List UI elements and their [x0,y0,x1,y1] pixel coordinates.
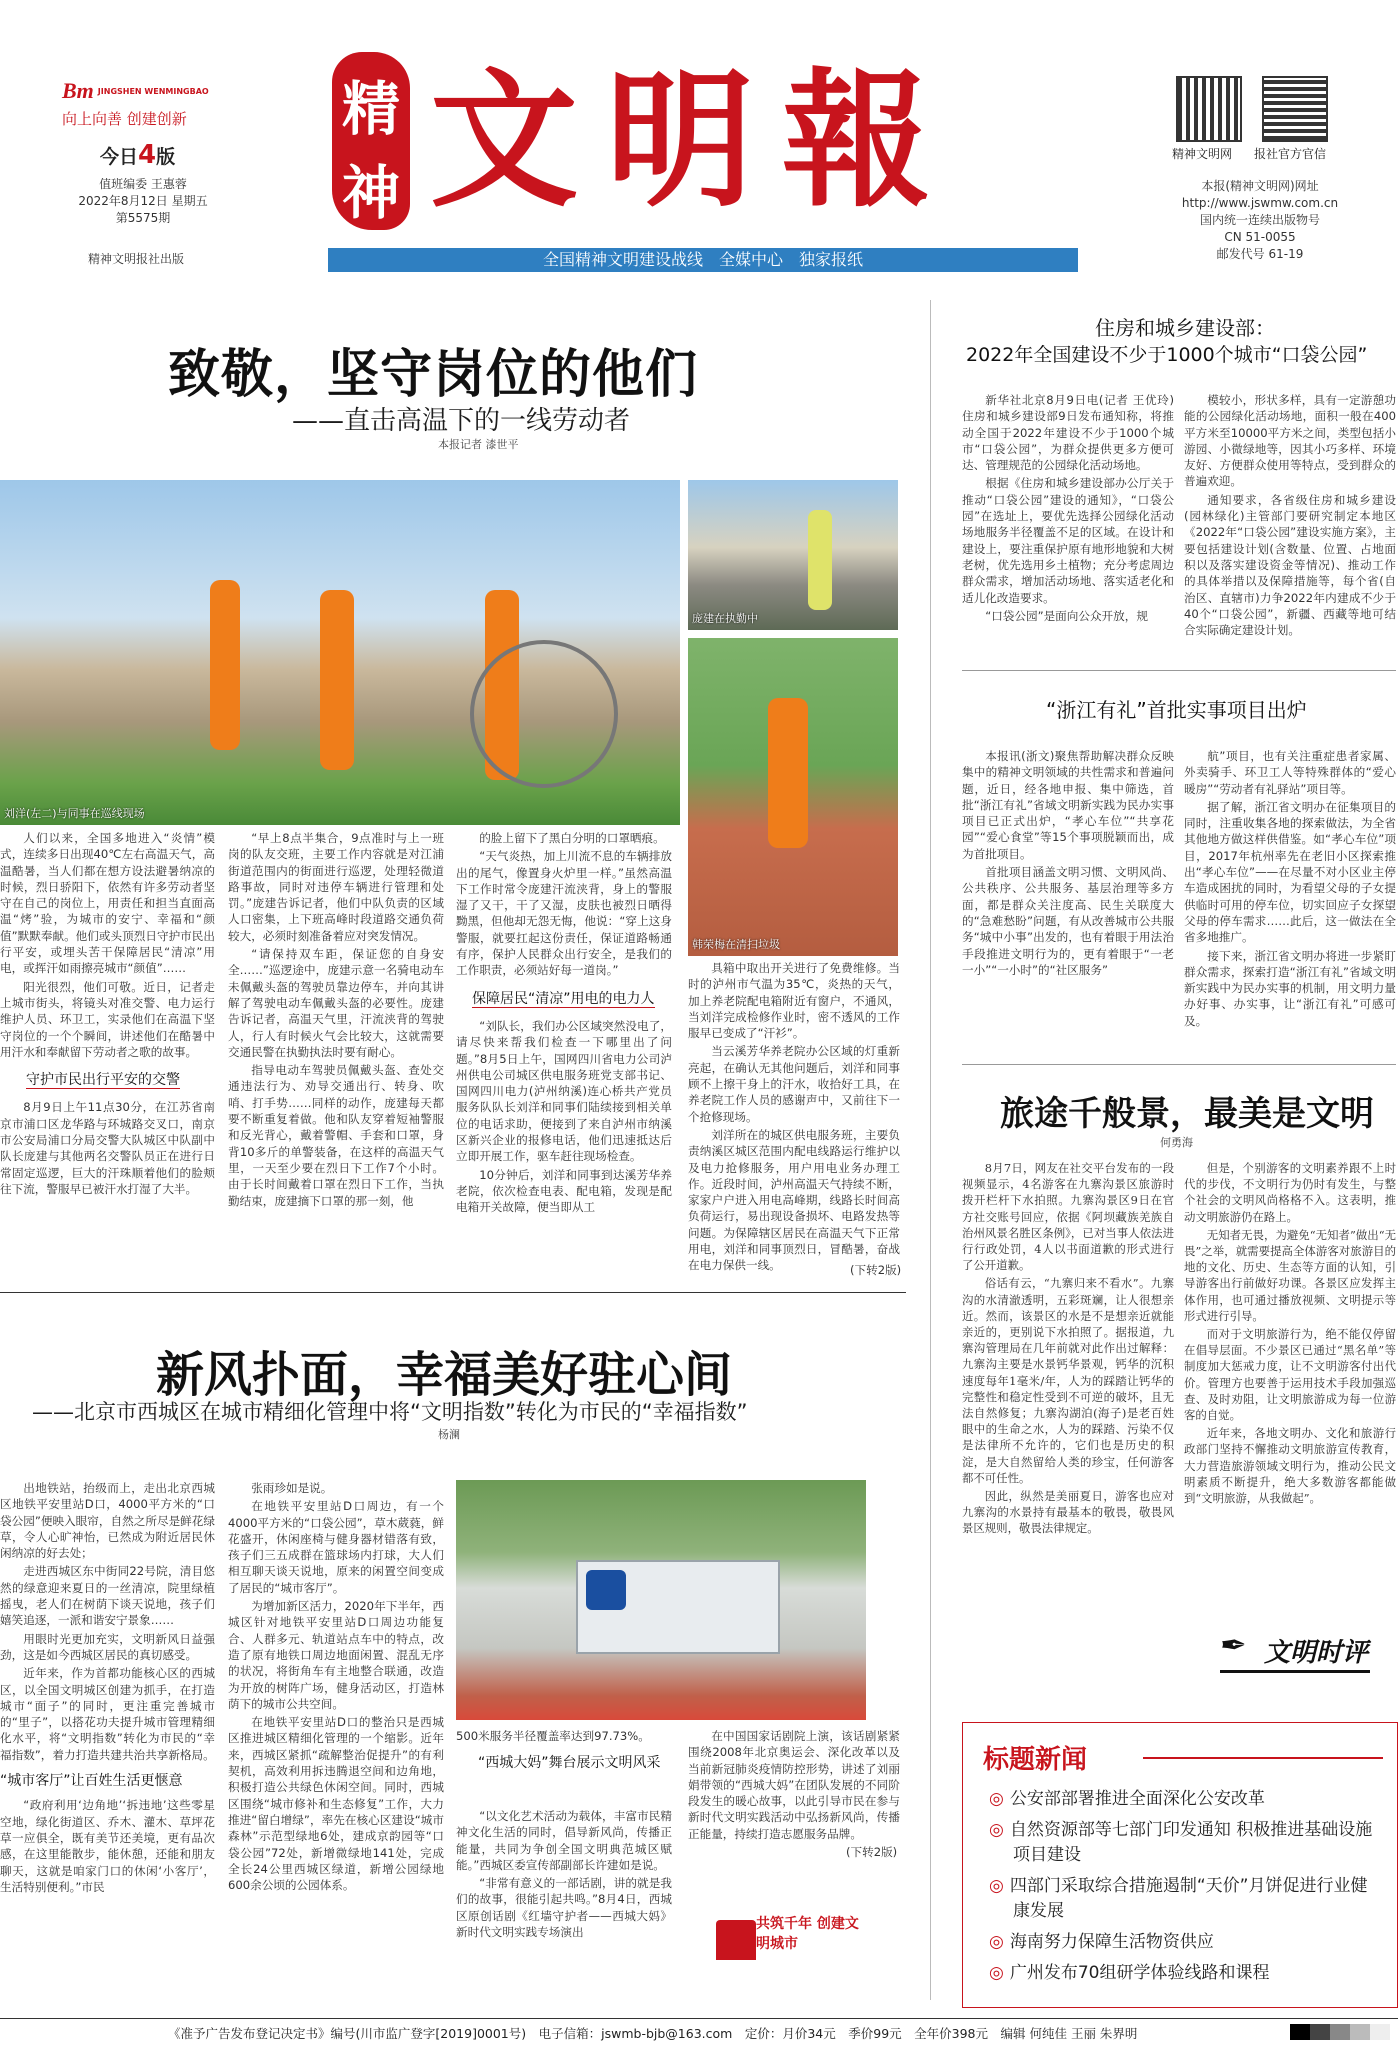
photo-traffic-police [688,480,898,630]
divider-2 [962,670,1396,671]
publisher: 精神文明报社出版 [88,252,185,266]
headline-article1: 致敬，坚守岗位的他们 [168,345,699,405]
bullet-icon: ◎ [989,1789,1004,1809]
article5-col3: 在中国国家话剧院上演，该话剧紧紧围绕2008年北京奥运会、深化改革以及当前新冠肺炎疫情防控形势，讲述了刘丽娟带领的“西城大妈”在团队发展的不同阶段发生的暖心故事，以此引导市民在参与新时代文明实践活动中弘扬新风尚，传播正能量，持续打造志愿服务品牌。 [688,1729,900,1841]
briefs-box [962,1722,1398,2008]
article5-col1: 出地铁站，抬级而上，走出北京西城区地铁平安里站D口，4000平方米的“口袋公园”便映入眼帘，自然之所尽是鲜花绿草，令人心旷神怡，已然成为附近居民休闲纳凉的好去处； 走进西城区东中街同22号院，清目悠然的绿意迎来夏日的一丝清凉，院里绿植摇曳，老人们在树荫下谈天说地，孩子们嬉笑追逐，一派和谐安宁景象…… 用眼时光更加充实，文明新风日益强劲，这是如今西城区居民的真切感受。 近年来，作为首都功能核心区的西城区，以全国文明城区创建为抓手，在打造城市“面子”的同时，更注重完善城市的“里子”，以搭花功夫提升城市管理精细化水平，将“文明指数”转化为市民的“幸福指数”，着力打造共建共治共享新格局。 “城市客厅”让百姓生活更惬意 “政府利用‘边角地’‘拆违地’这些零星空地，绿化街道区、乔木、灌木、草坪花草一应俱全，既有美节还美境，更有品次感，在这里能散步，能休憩，还能和朋友聊天，这就是咱家门口的休闲‘小客厅’，生活特别便利。”市民 [0,1481,215,1894]
qr2-label: 报社官方官信 [1254,147,1327,161]
headline-article2: 住房和城乡建设部： [1095,316,1275,340]
photo3-caption: 韩荣梅在清扫垃圾 [692,938,780,951]
footer-text: 《准予广告发布登记决定书》编号(川市监广登字[2019]0001号) 电子信箱：jswmb-bjb@163.com 定价：月价34元 季价99元 全年价398元 编辑 何纯佳 王丽 朱界明 [168,2026,1138,2041]
slogan: 向上向善 创建创新 [62,110,187,128]
subhead-power-workers: 保障居民“清凉”用电的电力人 [472,990,655,1007]
bullet-icon: ◎ [989,1820,1004,1840]
qr-code-1 [1176,76,1242,142]
today-pages: 今日4版 [100,140,176,170]
photo-linemen [0,480,680,825]
article1-continued: (下转2版) [846,1262,901,1278]
subhead-city-living-room: “城市客厅”让百姓生活更惬意 [0,1773,183,1790]
subhead-traffic-police: 守护市民出行平安的交警 [26,1072,180,1089]
qr1-label: 精神文明网 [1172,147,1233,161]
subhead-xicheng-dama: “西城大妈”舞台展示文明风采 [478,1755,661,1771]
title-wenmingbao: 文 明 報 [430,53,930,227]
headline-article4: 旅途千般景，最美是文明 [1000,1094,1374,1134]
brief-item[interactable]: ◎ 海南努力保障生活物资供应 [989,1932,1214,1952]
article1-col2: “早上8点半集合，9点准时与上一班岗的队友交班，主要工作内容就是对江浦街道范围内的街面进行巡逻，处理轻微道路事故，同时对违停车辆进行管理和处罚。”庞建告诉记者，他们中队负责的区域人口密集，上下班高峰时段道路交通负荷较大，必须时刻准备着应对突发情况。 “请保持双车距，保证您的自身安全……”巡逻途中，庞建示意一名骑电动车未佩戴头盔的驾驶员靠边停车，并向其讲解了驾驶电动车佩戴头盔的必要性。庞建告诉记者，高温天气里，汗流浃背的驾驶人，行人有时候火气会比较大，这就需要交通民警在执勤执法时要有耐心。 指导电动车驾驶员佩戴头盔、查处交通违法行为、劝导交通出行、转身、吹哨、打手势……同样的动作，庞建每天都要不断重复着做。他和队友穿着短袖警服和反光背心，戴着警帽、手套和口罩，身背10多斤的单警装备，在这样的高温天气里，一天至少要在烈日下工作7个小时。由于长时间戴着口罩在烈日下工作，当执勤结束，庞建摘下口罩的那一刻，他 [228,831,444,1208]
brief-item[interactable]: ◎ 四部门采取综合措施遏制“天价”月饼促进行业健康发展 [989,1876,1368,1921]
masthead [0,0,1398,280]
briefs-header: 标题新闻 [983,1745,1088,1775]
byline-article5: 杨澜 [438,1428,460,1441]
article5-col2: 张雨珍如是说。 在地铁平安里站D口周边，有一个4000平方米的“口袋公园”，草木葳蕤，鲜花盛开，休闲座椅与健身器材错落有致，孩子们三五成群在篮球场内打球，大人们相互聊天谈天说地，原来的闲置空间变成了居民的“城市客厅”。 为增加新区活力，2020年下半年，西城区针对地铁平安里站D口周边功能复合、人群多元、轨道站点车中的特点，改造了原有地铁口周边地面闲置、混乱无序的状况，将街角车有主地整合联通，改造为开放的树阵广场，健身活动区，打造林荫下的城市公共空间。 在地铁平安里站D口的整治只是西城区推进城区精细化管理的一个缩影。近年来，西城区紧抓“疏解整治促提升”的有利契机，高效利用拆违腾退空间和边角地，积极打造公共绿色休闲空间。同时，西城区围绕“城市修补和生态修复”工作，大力推进“留白增绿”，率先在核心区建设“城市森林”示范型绿地6处，建成京韵园等“口袋公园”72处，新增微绿地141处，完成全长24公里西城区绿道，新增公园绿地600余公顷的公园体系。 [228,1481,444,1893]
color-registration-bar [1290,2024,1390,2040]
photo-caption-park: 500米服务半径覆盖率达到97.73%。 [456,1729,650,1743]
wenming-shiping-logo: ✒ 文明时评 [1220,1620,1370,1673]
brief-item[interactable]: ◎ 自然资源部等七部门印发通知 积极推进基础设施项目建设 [989,1820,1373,1865]
article2-col1: 新华社北京8月9日电(记者 王优玲)住房和城乡建设部9日发布通知称，将推动全国于2022年建设不少于1000个城市“口袋公园”，为群众提供更多方便可达、管理规范的公园绿化活动场地。 根据《住房和城乡建设部办公厅关于推动“口袋公园”建设的通知》，“口袋公园”在选址上，要优先选择公园绿化活动场地服务半径覆盖不足的区域。在设计和建设上，要注重保护原有地形地貌和大树老树，优先选用乡土植物；充分考虑周边群众需求，增加活动场地、落实适老化和适儿化改造要求。 “口袋公园”是面向公众开放，规 [962,393,1174,623]
subheadline-article5: ——北京市西城区在城市精细化管理中将“文明指数”转化为市民的“幸福指数” [32,1400,748,1424]
footer-rule [0,2018,1398,2019]
headline-article2-line2: 2022年全国建设不少于1000个城市“口袋公园” [966,344,1368,366]
title-seal: 精 神 [332,52,410,230]
bullet-icon: ◎ [989,1876,1004,1896]
bullet-icon: ◎ [989,1963,1004,1983]
article4-col1: 8月7日，网友在社交平台发布的一段视频显示，4名游客在九寨沟景区旅游时拨开栏杆下水拍照。九寨沟景区9日在官方社交账号回应，依据《阿坝藏族羌族自治州风景名胜区条例》，已对当事人依法进行行政处罚，4人以书面道歉的形式进行了公开道歉。 俗话有云，“九寨归来不看水”。九寨沟的水清澈透明，五彩斑斓，让人很想亲近。然而，该景区的水是不是想亲近就能亲近的，更别说下水拍照了。据报道，九寨沟管理局在几年前就对此作出过解释：九寨沟主要是水景钙华景观，钙华的沉积速度每年1毫米/年，人为的踩踏让钙华的完整性和稳定性受到不可逆的破坏，且无法自然修复；九寨沟湖泊(海子)是老百姓眼中的生命之水，人为的踩踏、污染不仅是法律所不允许的，它们也是历史的积淀，是大自然留给人类的珍宝，任何游客都不可任性。 因此，纵然是美丽夏日，游客也应对九寨沟的水景持有最基本的敬畏，敬畏风景区规则，敬畏法律规定。 [962,1161,1174,1536]
headline-article5: 新风扑面，幸福美好驻心间 [156,1347,733,1403]
bullet-icon: ◎ [989,1932,1004,1952]
divider-3 [962,1064,1396,1065]
article5-col3b: “以文化艺术活动为载体，丰富市民精神文化生活的同时，倡导新风尚，传播正能量，共同为争创全国文明典范城区赋能。”西城区委宣传部副部长许建如是说。 “非常有意义的一部话剧，讲的就是我们的故事，很能引起共鸣。”8月4日，西城区原创话剧《红墙守护者——西城大妈》新时代文明实践专场演出 [456,1809,672,1940]
article4-col2: 但是，个别游客的文明素养跟不上时代的步伐，不文明行为仍时有发生，与整个社会的文明风尚格格不入。这表明，推动文明旅游仍在路上。 无知者无畏，为避免“无知者”做出“无畏”之举，就需要提高全体游客对旅游目的地的文化、历史、生态等方面的认知，引导游客出行前做好功课。各景区应发挥主体作用，也可通过播放视频、文明提示等形式进行引导。 而对于文明旅游行为，绝不能仅停留在倡导层面。不少景区已通过“黑名单”等制度加大惩戒力度，让不文明游客付出代价。管理方也要善于运用技术手段加强巡查、及时劝阻，让文明旅游成为每一位游客的自觉。 近年来，各地文明办、文化和旅游行政部门坚持不懈推动文明旅游宣传教育，大力营造旅游领域文明行为，推动公民文明素质不断提升，绝大多数游客都能做到“文明旅游，从我做起”。 [1184,1161,1396,1506]
briefs-header-rule [1143,1757,1383,1759]
divider-1 [0,1292,906,1293]
article2-col2: 模较小，形状多样，具有一定游憩功能的公园绿化活动场地，面积一般在400平方米至10000平方米之间，类型包括小游园、小微绿地等，因其小巧多样、环境友好、方便群众使用等特点，受到群众的普遍欢迎。 通知要求，各省级住房和城乡建设(园林绿化)主管部门要研究制定本地区《2022年“口袋公园”建设实施方案》，主要包括建设计划(含数量、位置、占地面积以及落实建设资金等情况)、推动工作的具体举措以及保障措施等，每个省(自治区、直辖市)力争2022年内建成不少于40个“口袋公园”，新疆、西藏等地可结合实际确定建设计划。 [1184,393,1396,638]
article1-col4: 具箱中取出开关进行了免费维修。当时的泸州市气温为35℃，炎热的天气，加上养老院配电箱附近有窗户，不通风，当刘洋完成检修作业时，密不透风的工作服早已变成了“汗衫”。 当云溪芳华养老院办公区域的灯重新亮起，在确认无其他问题后，刘洋和同事顾不上擦干身上的汗水，收拾好工具，在养老院工作人员的感谢声中，又前往下一个抢修现场。 刘洋所在的城区供电服务班，主要负责纳溪区城区范围内配电线路运行维护以及电力抢修服务，用户用电业务办理工作。近段时间，泸州高温天气持续不断，家家户户进入用电高峰期，线路长时间高负荷运行，易出现设备损坏、电路发热等问题。为保障辖区居民在高温天气下正常用电，刘洋和同事顶烈日，冒酷暑，奋战在电力保供一线。 [688,961,900,1273]
issue-info: 值班编委 王惠蓉 2022年8月12日 星期五 第5575期 [78,177,208,225]
brand-mark-icon: Bm [62,78,94,103]
brand-en: JINGSHEN WENMINGBAO [97,86,209,96]
masthead-contact: 本报(精神文明网)网址 http://www.jswmw.com.cn 国内统一连续出版物号 CN 51-0055 邮发代号 61-19 [1181,179,1339,261]
article3-col1: 本报讯(浙文)聚焦帮助解决群众反映集中的精神文明领域的共性需求和普遍问题，近日，经各地申报、集中筛选，首批“浙江有礼”省域文明新实践为民办实事项目已正式出炉，“孝心车位”“共享花园”“爱心食堂”等15个事项脱颖而出，成为首批项目。 首批项目涵盖文明习惯、文明风尚、公共秩序、公共服务、基层治理等多方面，都是群众关注度高、民生关联度大的“急难愁盼”问题，有从改善城市公共服务“城中小事”出发的，也有着眼于用法治手段推进文明行为的，更有着眼于“一老一小”“一小时”的“社区服务” [962,749,1174,977]
article3-col2: 航”项目，也有关注重症患者家属、外卖骑手、环卫工人等特殊群体的“爱心暖房”“劳动者有礼驿站”项目等。 据了解，浙江省文明办在征集项目的同时，注重收集各地的探索做法，为全省其他地方做这样供借鉴。如“孝心车位”项目，2017年杭州率先在老旧小区探索推出“孝心车位”——在尽量不对小区业主停车造成困扰的同时，为看望父母的子女提供临时可用的停车位，切实回应子女探望父母的停车需求……此后，这一做法在全省多地推广。 接下来，浙江省文明办将进一步紧盯群众需求，探索打造“浙江有礼”省域文明新实践中为民办实事的机制，用文明力量办好事、办实事，让“浙江有礼”可感可及。 [1184,749,1396,1028]
brief-item[interactable]: ◎ 广州发布70组研学体验线路和课程 [989,1963,1270,1983]
qr-code-2 [1262,76,1328,142]
brand-logo [62,78,222,129]
photo-pocket-park [456,1480,866,1720]
column-divider [930,300,931,2000]
article1-col3: 的脸上留下了黑白分明的口罩晒痕。 “天气炎热，加上川流不息的车辆排放出的尾气，像置身火炉里一样。”虽然高温下工作时常令庞建汗流浃背，身上的警服湿了又干，干了又湿，皮肤也被烈日晒得黝黑，但他却无怨无悔，他说：“穿上这身警服，就要扛起这份责任，保证道路畅通有序，保护人民群众出行安全，是我们的工作职责，必须站好每一道岗。” 保障居民“清凉”用电的电力人 “刘队长，我们办公区域突然没电了，请尽快来帮我们检查一下哪里出了问题。”8月5日上午，国网四川省电力公司泸州供电公司城区供电服务班党支部书记、国网四川电力(泸州纳溪)连心桥共产党员服务队队长刘洋和同事们陆续接到相关单位的电话求助，便接到了来自泸州市纳溪区新兴企业的报修电话，他们迅速抵达后立即开展工作，驱车赶往现场检查。 10分钟后，刘洋和同事到达溪芳华养老院，依次检查电表、配电箱，发现是配电箱开关故障，便当即从工 [456,831,672,1215]
chuangjian-logo: 共筑千年 创建文明城市 [716,1890,866,1970]
pen-icon: ✒ [1220,1626,1247,1664]
subheadline-article1: ——直击高温下的一线劳动者 [292,406,631,436]
article5-continued: (下转2版) [846,1845,898,1859]
photo2-caption: 庞建在执勤中 [692,612,758,625]
headline-article3: “浙江有礼”首批实事项目出炉 [1046,698,1307,722]
byline-article4: 何勇海 [1160,1136,1193,1149]
tiananmen-icon [716,1920,756,1960]
byline-article1: 本报记者 漆世平 [438,438,519,451]
article1-col1: 人们以来，全国多地进入“炎情”模式，连续多日出现40℃左右高温天气，高温酷暑，当人们都在想方设法避暑纳凉的时候，烈日骄阳下，依然有许多劳动者坚守在自己的岗位上，用责任和担当直面高温“烤”验，为城市的安宁、幸福和“颜值”默默奉献。他们或头顶烈日守护市民出行平安，或埋头苦干保障居民“清凉”用电，或挥汗如雨擦亮城市“颜值”…… 阳光很烈，他们可敬。近日，记者走上城市街头，将镜头对准交警、电力运行维护人员、环卫工，实录他们在高温下坚守岗位的一个个瞬间，讲述他们在酷暑中用汗水和奉献留下劳动者之歌的故事。 守护市民出行平安的交警 8月9日上午11点30分，在江苏省南京市浦口区龙华路与环城路交叉口，南京市公安局浦口分局交警大队城区中队副中队长庞建与其他两名交警队员正在进行日常固定巡逻，巨大的汗珠顺着他们的脸颊往下流，警服早已被汗水打湿了大半。 [0,831,215,1196]
masthead-banner: 全国精神文明建设战线 全媒中心 独家报纸 [328,248,1078,272]
brief-item[interactable]: ◎ 公安部部署推进全面深化公安改革 [989,1789,1265,1809]
briefs-list [963,1787,1383,1986]
photo-sanitation [688,638,898,956]
photo1-caption: 刘洋(左二)与同事在巡线现场 [4,807,145,820]
